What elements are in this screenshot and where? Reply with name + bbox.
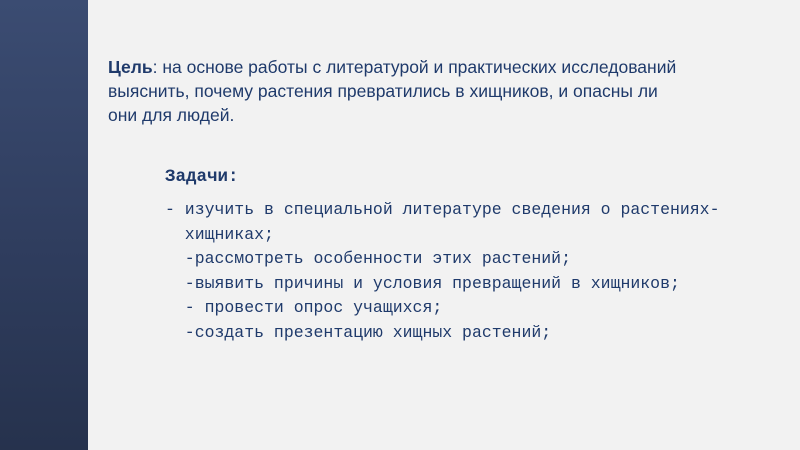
task-line: -рассмотреть особенности этих растений; bbox=[165, 249, 571, 268]
task-line: - изучить в специальной литературе сведения о растениях- bbox=[165, 200, 720, 219]
goal-text-line-3: они для людей. bbox=[108, 105, 235, 125]
goal-text-line-2: выяснить, почему растения превратились в хищников, и опасны ли bbox=[108, 81, 658, 101]
tasks-heading: Задачи: bbox=[165, 167, 239, 187]
tasks-list bbox=[165, 198, 795, 345]
task-line: - провести опрос учащихся; bbox=[165, 298, 443, 317]
slide-sidebar-band bbox=[0, 0, 88, 450]
task-line: -выявить причины и условия превращений в хищников; bbox=[165, 273, 680, 293]
task-line: хищниках; bbox=[165, 224, 274, 244]
goal-label: Цель bbox=[108, 57, 153, 77]
task-line: -создать презентацию хищных растений; bbox=[165, 322, 552, 342]
goal-text-line-1: : на основе работы с литературой и практических исследований bbox=[152, 57, 677, 77]
goal-paragraph bbox=[108, 55, 798, 127]
